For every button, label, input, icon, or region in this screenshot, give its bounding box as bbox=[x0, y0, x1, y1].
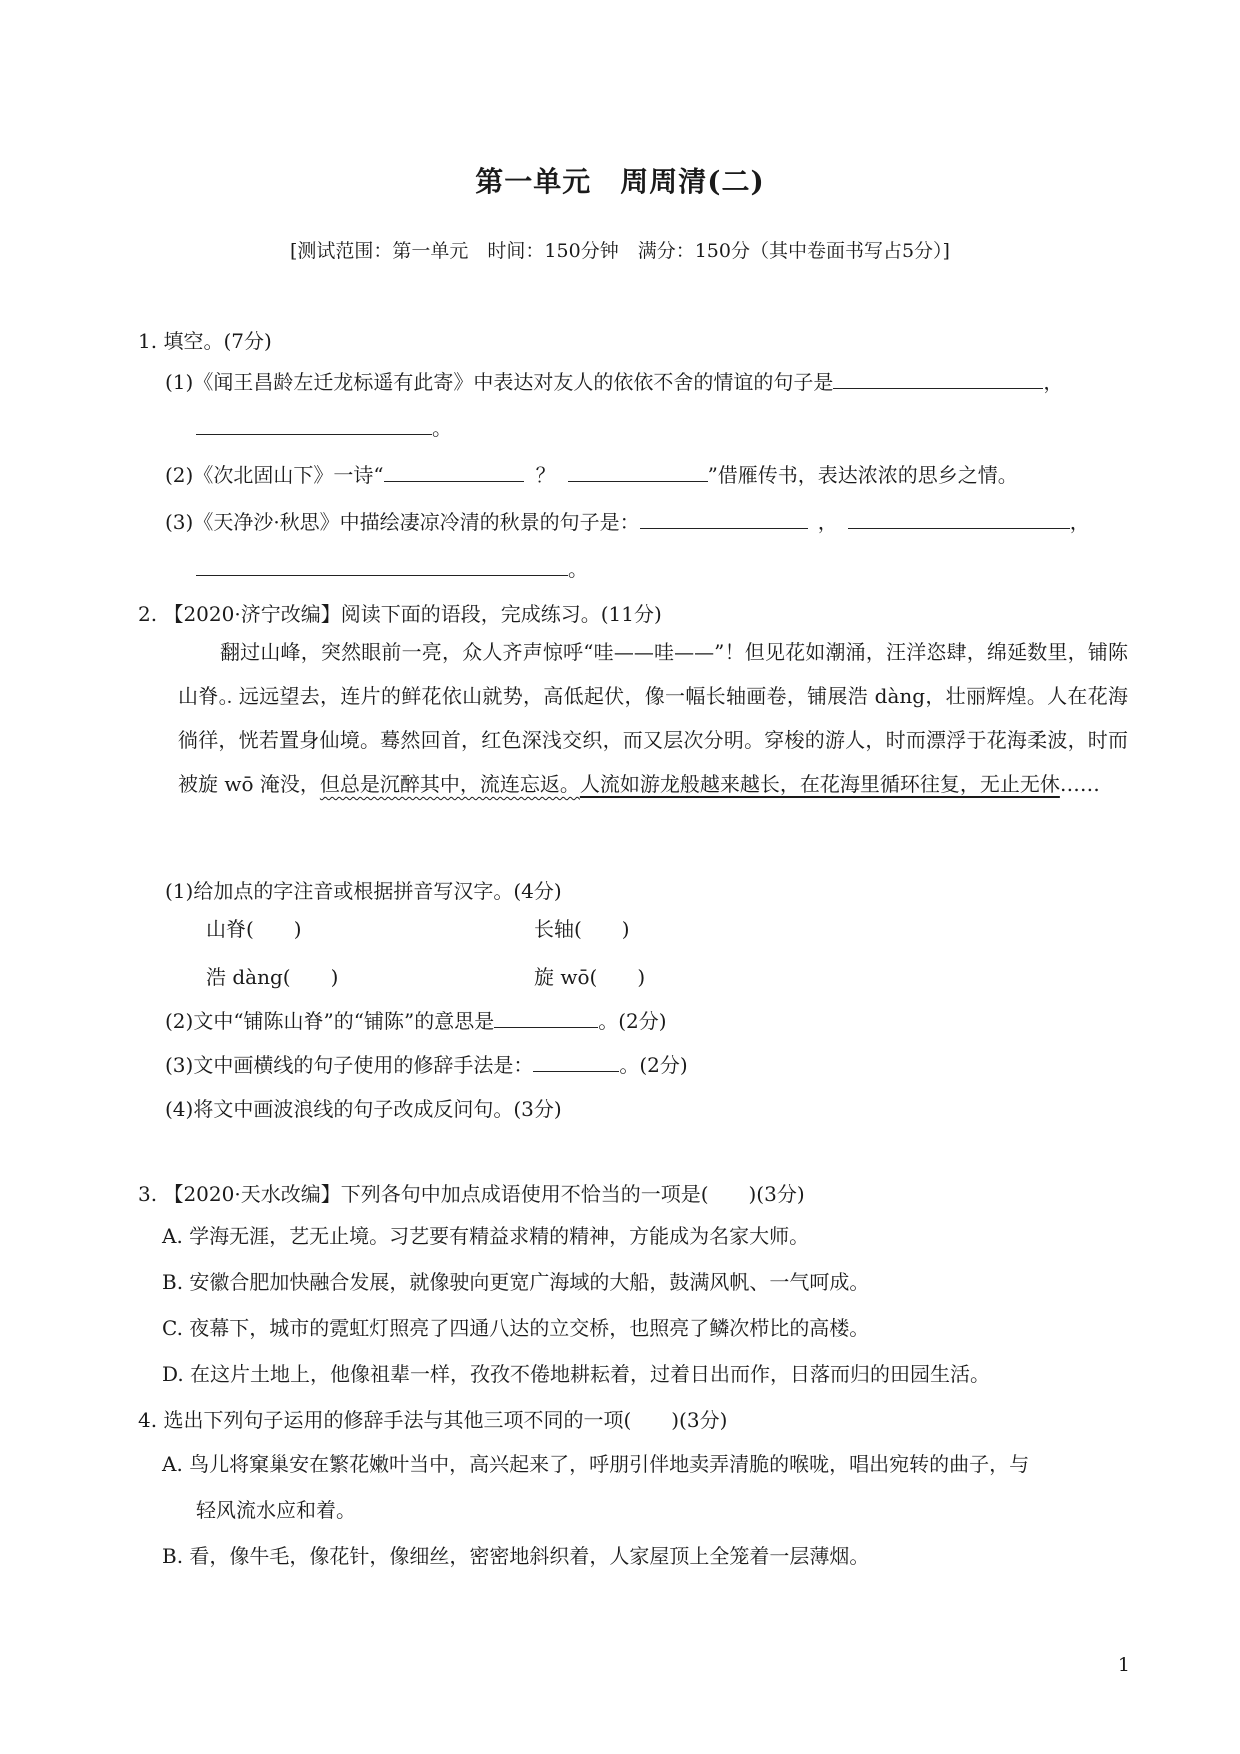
q2-sub-4: (4)将文中画波浪线的句子改成反问句。(3分) bbox=[165, 1097, 562, 1121]
q2-word-4: 旋 wō( ) bbox=[534, 965, 646, 989]
q3-option-c: C. 夜幕下，城市的霓虹灯照亮了四通八达的立交桥，也照亮了鳞次栉比的高楼。 bbox=[162, 1316, 870, 1340]
q2-word-2: 长轴( ) bbox=[534, 917, 630, 941]
q2-word-3: 浩 dàng( ) bbox=[206, 965, 339, 989]
dotted-idiom: 孜孜不倦 bbox=[470, 1362, 551, 1386]
q1-heading: 1. 填空。(7分) bbox=[138, 329, 272, 353]
q1-item-3: (3)《天净沙·秋思》中描绘凄凉冷清的秋景的句子是： ， ， bbox=[165, 510, 1090, 534]
dotted-idiom: 一气呵成 bbox=[769, 1270, 850, 1294]
q2-passage: 翻过山峰，突然眼前一亮，众人齐声惊呼“哇——哇——”！但见花如潮涌，汪洋恣肆，绵延数里，铺陈山脊。远远望去，连片的鲜花依山就势，高低起伏，像一幅长轴画卷，铺展浩 dàng，壮丽辉煌。人在花海徜徉，恍若置身仙境。蓦然回首，红色深浅交织，而又层次分明。穿梭的游人，时而漂浮于花海柔波，时而被旋 wō 淹没，但总是沉醉其中，流连忘返。人流如游龙般越来越长，在花海里循环往复，无止无休…… bbox=[178, 640, 1128, 796]
q2-sub-1: (1)给加点的字注音或根据拼音写汉字。(4分) bbox=[165, 879, 562, 903]
q2-word-1: 山脊( ) bbox=[206, 917, 302, 941]
page-number: 1 bbox=[1117, 1654, 1130, 1676]
q3-heading: 3. 【2020·天水改编】下列各句中加点成语使用不恰当的一项是( )(3分) bbox=[138, 1182, 805, 1206]
underlined-sentence: 人流如游龙般越来越长，在花海里循环往复，无止无休 bbox=[579, 772, 1060, 796]
q3-option-b: B. 安徽合肥加快融合发展，就像驶向更宽广海域的大船，鼓满风帆、一气呵成。 bbox=[162, 1270, 870, 1294]
test-info: [测试范围：第一单元 时间：150分钟 满分：150分（其中卷面书写占5分）] bbox=[290, 240, 950, 262]
q2-sub-3: (3)文中画横线的句子使用的修辞手法是： 。(2分) bbox=[165, 1053, 688, 1077]
q4-option-b: B. 看，像牛毛，像花针，像细丝，密密地斜织着，人家屋顶上全笼着一层薄烟。 bbox=[162, 1544, 870, 1568]
page-title: 第一单元 周周清(二) bbox=[475, 165, 765, 198]
q4-option-a-cont: 轻风流水应和着。 bbox=[196, 1498, 356, 1522]
dotted-idiom: 四通八达 bbox=[449, 1316, 530, 1340]
dotted-idiom: 精益求精 bbox=[469, 1224, 550, 1248]
q2-heading: 2. 【2020·济宁改编】阅读下面的语段，完成练习。(11分) bbox=[138, 602, 662, 626]
q1-item-3-cont: 。 bbox=[196, 553, 588, 582]
q3-option-d: D. 在这片土地上，他像祖辈一样，孜孜不倦地耕耘着，过着日出而作，日落而归的田园生活。 bbox=[162, 1362, 991, 1386]
wavy-underlined-sentence: 但总是沉醉其中，流连忘返。 bbox=[319, 772, 580, 796]
q3-option-a: A. 学海无涯，艺无止境。习艺要有精益求精的精神，方能成为名家大师。 bbox=[162, 1224, 810, 1248]
q2-sub-2: (2)文中“铺陈山脊”的“铺陈”的意思是 。(2分) bbox=[165, 1009, 667, 1033]
q4-option-a: A. 鸟儿将窠巢安在繁花嫩叶当中，高兴起来了，呼朋引伴地卖弄清脆的喉咙，唱出宛转的曲子，与 bbox=[162, 1452, 1030, 1476]
q1-item-1: (1)《闻王昌龄左迁龙标遥有此寄》中表达对友人的依依不舍的情谊的句子是 ， bbox=[165, 370, 1064, 394]
q1-item-2: (2)《次北固山下》一诗“ ？ ”借雁传书，表达浓浓的思乡之情。 bbox=[165, 463, 1018, 487]
q1-item-1-cont: 。 bbox=[196, 412, 452, 441]
dotted-idiom: 鳞次栉比 bbox=[709, 1316, 790, 1340]
q4-heading: 4. 选出下列句子运用的修辞手法与其他三项不同的一项( )(3分) bbox=[138, 1408, 728, 1432]
